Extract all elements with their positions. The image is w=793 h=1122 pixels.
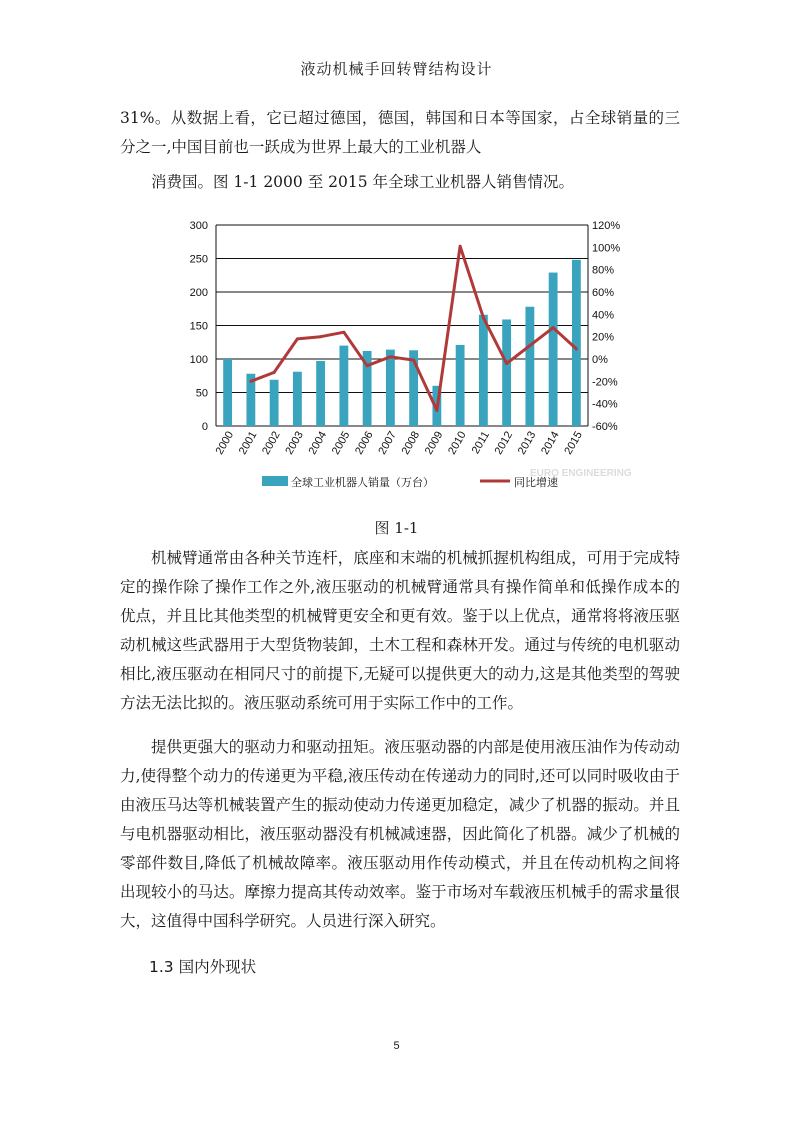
chart-bar <box>549 273 558 426</box>
chart-bar <box>386 350 395 426</box>
right-axis-tick-label: 80% <box>592 264 615 277</box>
chart-bar <box>572 260 581 426</box>
growth-rate-point <box>319 335 322 338</box>
x-axis-tick-label: 2005 <box>329 429 353 457</box>
right-axis-tick-label: 40% <box>592 309 615 322</box>
intro-paragraph-continued: 消费国。图 1-1 2000 至 2015 年全球工业机器人销售情况。 <box>151 173 574 191</box>
growth-rate-point <box>459 245 462 248</box>
body-paragraph-2: 提供更强大的驱动力和驱动扭矩。液压驱动器的内部是使用液压油作为传动动力,使得整个动力的传递更为平稳,液压传动在传递动力的同时,还可以同时吸收由于由液压马达等机械装置产生的振动使动力传递更加稳定，减少了机器的振动。并且与电机器驱动相比，液压驱动器没有机械减速器，因此简化了机器。减少了机械的零部件数目,降低了机械故障率。液压驱动用作传动模式，并且在传动机构之间将出现较小的马达。摩擦力提高其传动效率。鉴于市场对车载液压机械手的需求量很大，这值得中国科学研究。人员进行深入研究。 <box>120 738 680 930</box>
chart-watermark: EURO ENGINEERING <box>530 468 632 479</box>
right-axis-tick-label: 20% <box>592 331 615 344</box>
chart-bar <box>223 359 232 426</box>
x-axis-tick-label: 2006 <box>353 429 376 457</box>
right-axis-tick-label: -20% <box>592 376 618 389</box>
growth-rate-point <box>342 331 345 334</box>
legend-bar-label: 全球工业机器人销量（万台） <box>291 477 434 489</box>
right-axis-tick-label: 120% <box>592 220 621 232</box>
left-axis-tick-label: 100 <box>189 354 208 366</box>
chart-bars <box>223 260 581 426</box>
growth-rate-point <box>552 326 555 329</box>
page-header-title: 液动机械手回转臂结构设计 <box>300 60 493 78</box>
growth-rate-point <box>366 364 369 367</box>
growth-rate-point <box>412 359 415 362</box>
right-axis-tick-label: -40% <box>592 398 618 411</box>
chart-bar <box>456 345 465 426</box>
growth-rate-point <box>296 337 299 340</box>
x-axis-tick-label: 2012 <box>492 429 516 457</box>
left-axis-tick-label: 0 <box>201 421 208 433</box>
chart-bar <box>293 372 302 426</box>
left-axis-tick-label: 300 <box>189 220 208 232</box>
growth-rate-point <box>528 344 531 347</box>
figure-caption: 图 1-1 <box>374 519 419 537</box>
legend-line-label: 同比增速 <box>514 477 558 489</box>
chart-bar <box>270 380 279 426</box>
x-axis-tick-label: 2003 <box>283 429 306 457</box>
growth-rate-point <box>505 362 508 365</box>
robot-sales-chart <box>170 208 640 503</box>
right-axis-tick-label: 100% <box>592 242 621 255</box>
left-axis-tick-label: 200 <box>189 287 208 299</box>
growth-rate-point <box>389 355 392 358</box>
x-axis-tick-label: 2015 <box>562 429 585 457</box>
x-axis-tick-label: 2008 <box>399 429 423 457</box>
left-axis-tick-label: 150 <box>189 320 208 333</box>
growth-rate-point <box>575 347 578 350</box>
left-axis-tick-label: 50 <box>195 387 208 400</box>
x-axis-tick-label: 2001 <box>236 429 260 457</box>
legend-bar-swatch <box>262 476 288 486</box>
section-heading: 1.3 国内外现状 <box>149 958 257 976</box>
x-axis-tick-label: 2000 <box>213 429 237 457</box>
left-axis-tick-label: 250 <box>189 253 208 266</box>
x-axis-tick-label: 2007 <box>376 429 399 457</box>
right-axis-tick-label: 60% <box>592 287 615 299</box>
chart-bar <box>316 361 325 426</box>
chart-bar <box>502 319 511 426</box>
growth-rate-point <box>435 409 438 412</box>
x-axis-tick-label: 2013 <box>515 429 539 457</box>
chart-bar <box>479 315 488 426</box>
x-axis-tick-label: 2002 <box>260 429 283 457</box>
chart-bar <box>339 346 348 426</box>
page-number: 5 <box>393 1040 400 1052</box>
intro-paragraph: 31%。从数据上看，它已超过德国，德国，韩国和日本等国家，占全球销量的三分之一,中国目前也一跃成为世界上最大的工业机器人 <box>120 109 680 156</box>
growth-rate-point <box>249 380 252 383</box>
x-axis-tick-label: 2011 <box>469 429 492 456</box>
growth-rate-point <box>273 371 276 374</box>
x-axis-tick-label: 2014 <box>539 429 562 457</box>
body-paragraph-1: 机械臂通常由各种关节连杆，底座和末端的机械抓握机构组成，可用于完成特定的操作除了操作工作之外,液压驱动的机械臂通常具有操作简单和低操作成本的优点，并且比其他类型的机械臂更安全和更有效。鉴于以上优点，通常将将液压驱动机械这些武器用于大型货物装卸，土木工程和森林开发。通过与传统的电机驱动相比,液压驱动在相同尺寸的前提下,无疑可以提供更大的动力,这是其他类型的驾驶方法无法比拟的。液压驱动系统可用于实际工作中的工作。 <box>120 549 680 712</box>
x-axis-tick-label: 2004 <box>306 429 330 457</box>
right-axis-tick-label: 0% <box>592 354 608 366</box>
chart-bar <box>525 307 534 426</box>
x-axis-tick-label: 2010 <box>446 429 469 457</box>
x-axis-tick-label: 2009 <box>422 429 446 457</box>
growth-rate-point <box>482 316 485 319</box>
right-axis-tick-label: -60% <box>592 421 618 433</box>
chart-legend <box>262 475 558 489</box>
